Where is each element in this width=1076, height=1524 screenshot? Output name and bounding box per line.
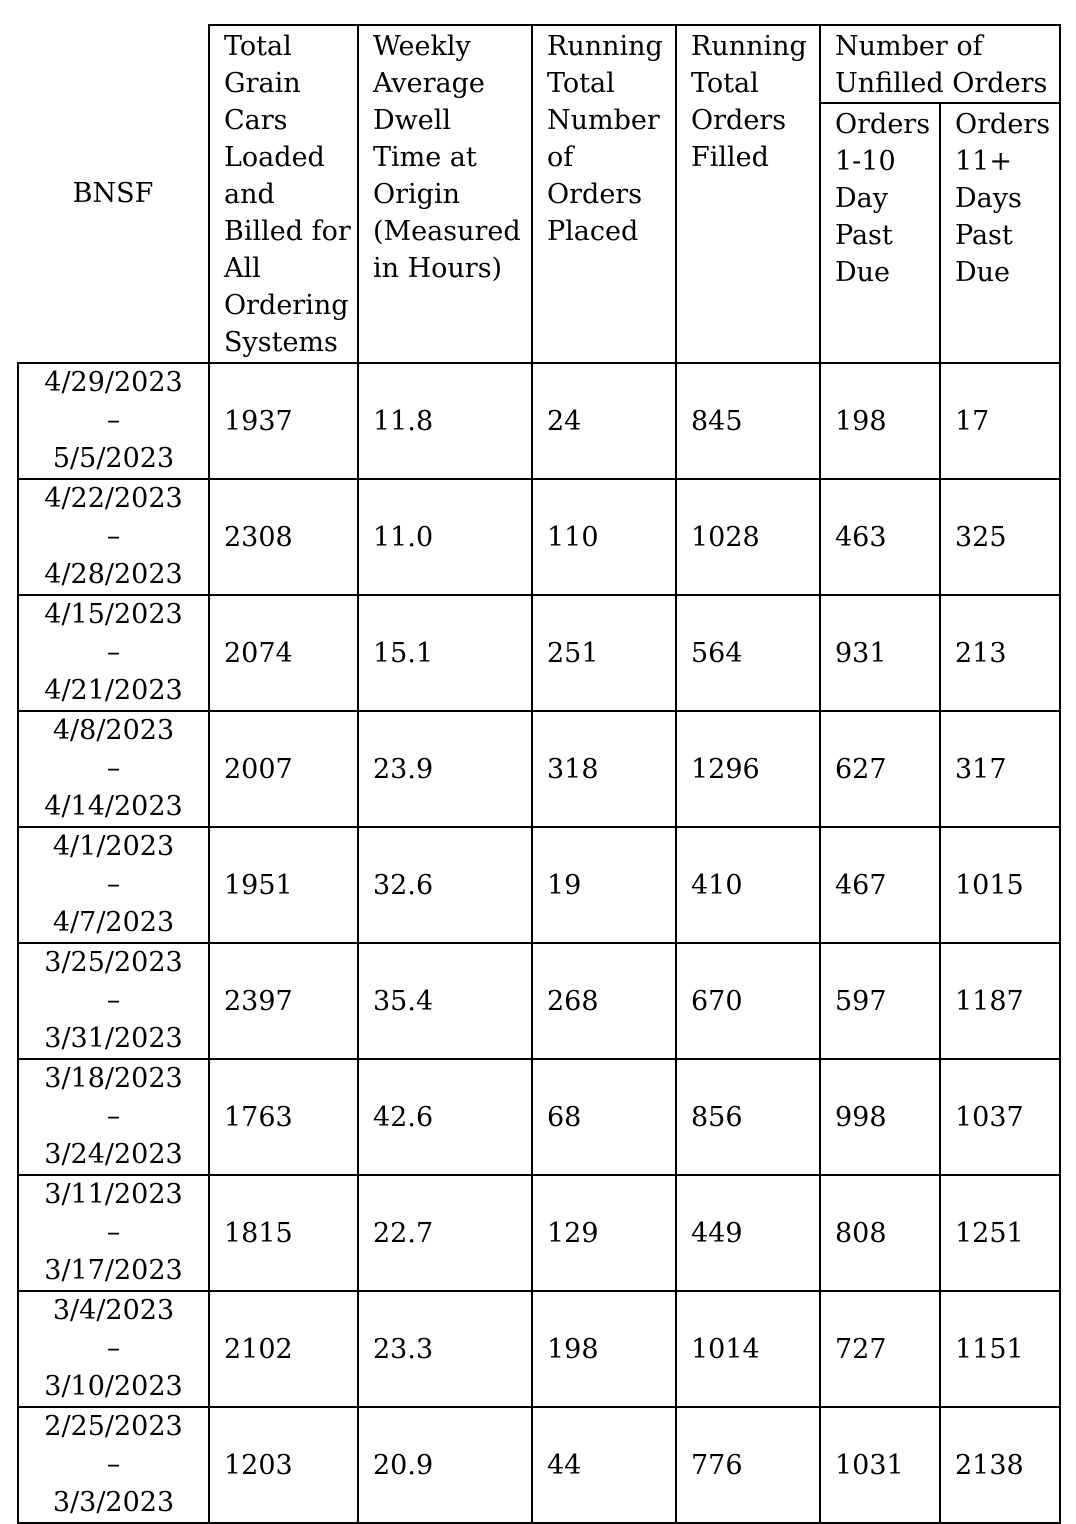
- header-unfilled-1-10: Orders 1-10 Day Past Due: [820, 103, 940, 363]
- week-start-date: 4/29/2023: [44, 367, 183, 398]
- cell-dwell-time: 22.7: [358, 1175, 532, 1291]
- cell-total-grain-cars: 1951: [209, 827, 358, 943]
- week-start-date: 2/25/2023: [44, 1411, 183, 1442]
- cell-total-grain-cars: 2102: [209, 1291, 358, 1407]
- cell-dwell-time: 15.1: [358, 595, 532, 711]
- cell-total-grain-cars: 2007: [209, 711, 358, 827]
- header-orders-placed: Running Total Number of Orders Placed: [532, 25, 676, 363]
- week-range: [18, 1175, 209, 1291]
- cell-orders-filled: 449: [676, 1175, 820, 1291]
- cell-orders-filled: 1296: [676, 711, 820, 827]
- cell-dwell-time: 11.0: [358, 479, 532, 595]
- cell-total-grain-cars: 1815: [209, 1175, 358, 1291]
- cell-total-grain-cars: 2074: [209, 595, 358, 711]
- cell-orders-filled: 564: [676, 595, 820, 711]
- week-end-date: 5/5/2023: [52, 443, 175, 474]
- header-unfilled-orders: Number of Unfilled Orders: [820, 25, 1060, 103]
- cell-total-grain-cars: 2397: [209, 943, 358, 1059]
- week-end-date: 4/28/2023: [44, 559, 183, 590]
- cell-unfilled-11-plus: 1251: [940, 1175, 1060, 1291]
- cell-orders-filled: 670: [676, 943, 820, 1059]
- week-range: [18, 827, 209, 943]
- cell-unfilled-11-plus: 1037: [940, 1059, 1060, 1175]
- cell-unfilled-1-10: 1031: [820, 1407, 940, 1523]
- week-start-date: 3/4/2023: [52, 1295, 175, 1326]
- corner-label: BNSF: [18, 25, 209, 363]
- cell-total-grain-cars: 1763: [209, 1059, 358, 1175]
- week-range: [18, 943, 209, 1059]
- week-start-date: 3/18/2023: [44, 1063, 183, 1094]
- week-range: [18, 363, 209, 479]
- week-end-date: 3/31/2023: [44, 1023, 183, 1054]
- cell-orders-placed: 268: [532, 943, 676, 1059]
- cell-orders-filled: 1014: [676, 1291, 820, 1407]
- header-orders-filled: Running Total Orders Filled: [676, 25, 820, 363]
- cell-unfilled-11-plus: 1187: [940, 943, 1060, 1059]
- week-end-date: 4/14/2023: [44, 791, 183, 822]
- table-row: [18, 479, 1060, 595]
- cell-unfilled-1-10: 627: [820, 711, 940, 827]
- week-range-separator: –: [106, 405, 121, 436]
- cell-orders-placed: 68: [532, 1059, 676, 1175]
- table-row: [18, 711, 1060, 827]
- cell-unfilled-1-10: 998: [820, 1059, 940, 1175]
- cell-orders-filled: 776: [676, 1407, 820, 1523]
- table-row: [18, 1175, 1060, 1291]
- week-start-date: 4/22/2023: [44, 483, 183, 514]
- week-range-separator: –: [106, 985, 121, 1016]
- week-end-date: 3/3/2023: [52, 1487, 175, 1518]
- week-start-date: 3/25/2023: [44, 947, 183, 978]
- grain-car-table: [17, 24, 1061, 1524]
- week-end-date: 4/7/2023: [52, 907, 175, 938]
- cell-dwell-time: 11.8: [358, 363, 532, 479]
- cell-orders-placed: 110: [532, 479, 676, 595]
- week-start-date: 4/15/2023: [44, 599, 183, 630]
- cell-orders-placed: 129: [532, 1175, 676, 1291]
- cell-unfilled-11-plus: 17: [940, 363, 1060, 479]
- header-total-grain-cars: Total Grain Cars Loaded and Billed for All Ordering Systems: [209, 25, 358, 363]
- week-range: [18, 1291, 209, 1407]
- cell-unfilled-11-plus: 1151: [940, 1291, 1060, 1407]
- cell-unfilled-11-plus: 2138: [940, 1407, 1060, 1523]
- week-range-separator: –: [106, 521, 121, 552]
- week-range-separator: –: [106, 1333, 121, 1364]
- week-start-date: 3/11/2023: [44, 1179, 183, 1210]
- header-unfilled-11-plus: Orders 11+ Days Past Due: [940, 103, 1060, 363]
- cell-total-grain-cars: 1203: [209, 1407, 358, 1523]
- week-range-separator: –: [106, 637, 121, 668]
- cell-orders-placed: 318: [532, 711, 676, 827]
- week-range-separator: –: [106, 1217, 121, 1248]
- table-header: [18, 25, 1060, 363]
- cell-unfilled-1-10: 808: [820, 1175, 940, 1291]
- table-row: [18, 595, 1060, 711]
- week-range-separator: –: [106, 1449, 121, 1480]
- cell-orders-placed: 24: [532, 363, 676, 479]
- cell-unfilled-11-plus: 213: [940, 595, 1060, 711]
- cell-dwell-time: 23.9: [358, 711, 532, 827]
- week-range-separator: –: [106, 1101, 121, 1132]
- week-start-date: 4/8/2023: [52, 715, 175, 746]
- week-range-separator: –: [106, 753, 121, 784]
- week-end-date: 3/24/2023: [44, 1139, 183, 1170]
- table-row: [18, 1291, 1060, 1407]
- cell-orders-placed: 19: [532, 827, 676, 943]
- cell-unfilled-1-10: 467: [820, 827, 940, 943]
- cell-total-grain-cars: 2308: [209, 479, 358, 595]
- cell-dwell-time: 20.9: [358, 1407, 532, 1523]
- cell-unfilled-1-10: 198: [820, 363, 940, 479]
- table-row: [18, 1059, 1060, 1175]
- table-row: [18, 363, 1060, 479]
- cell-unfilled-1-10: 931: [820, 595, 940, 711]
- cell-orders-placed: 251: [532, 595, 676, 711]
- week-start-date: 4/1/2023: [52, 831, 175, 862]
- cell-unfilled-1-10: 597: [820, 943, 940, 1059]
- table-row: [18, 1407, 1060, 1523]
- table-row: [18, 827, 1060, 943]
- cell-orders-filled: 845: [676, 363, 820, 479]
- cell-total-grain-cars: 1937: [209, 363, 358, 479]
- week-range: [18, 1059, 209, 1175]
- cell-orders-filled: 410: [676, 827, 820, 943]
- week-range: [18, 1407, 209, 1523]
- week-end-date: 3/17/2023: [44, 1255, 183, 1286]
- table-row: [18, 943, 1060, 1059]
- week-end-date: 4/21/2023: [44, 675, 183, 706]
- week-range-separator: –: [106, 869, 121, 900]
- header-dwell-time: Weekly Average Dwell Time at Origin (Measured in Hours): [358, 25, 532, 363]
- cell-unfilled-1-10: 727: [820, 1291, 940, 1407]
- cell-unfilled-1-10: 463: [820, 479, 940, 595]
- cell-dwell-time: 35.4: [358, 943, 532, 1059]
- cell-orders-filled: 1028: [676, 479, 820, 595]
- week-end-date: 3/10/2023: [44, 1371, 183, 1402]
- cell-orders-filled: 856: [676, 1059, 820, 1175]
- cell-unfilled-11-plus: 325: [940, 479, 1060, 595]
- week-range: [18, 479, 209, 595]
- table-body: [18, 363, 1060, 1523]
- week-range: [18, 595, 209, 711]
- cell-dwell-time: 42.6: [358, 1059, 532, 1175]
- cell-dwell-time: 23.3: [358, 1291, 532, 1407]
- cell-orders-placed: 198: [532, 1291, 676, 1407]
- cell-unfilled-11-plus: 1015: [940, 827, 1060, 943]
- cell-dwell-time: 32.6: [358, 827, 532, 943]
- cell-orders-placed: 44: [532, 1407, 676, 1523]
- week-range: [18, 711, 209, 827]
- cell-unfilled-11-plus: 317: [940, 711, 1060, 827]
